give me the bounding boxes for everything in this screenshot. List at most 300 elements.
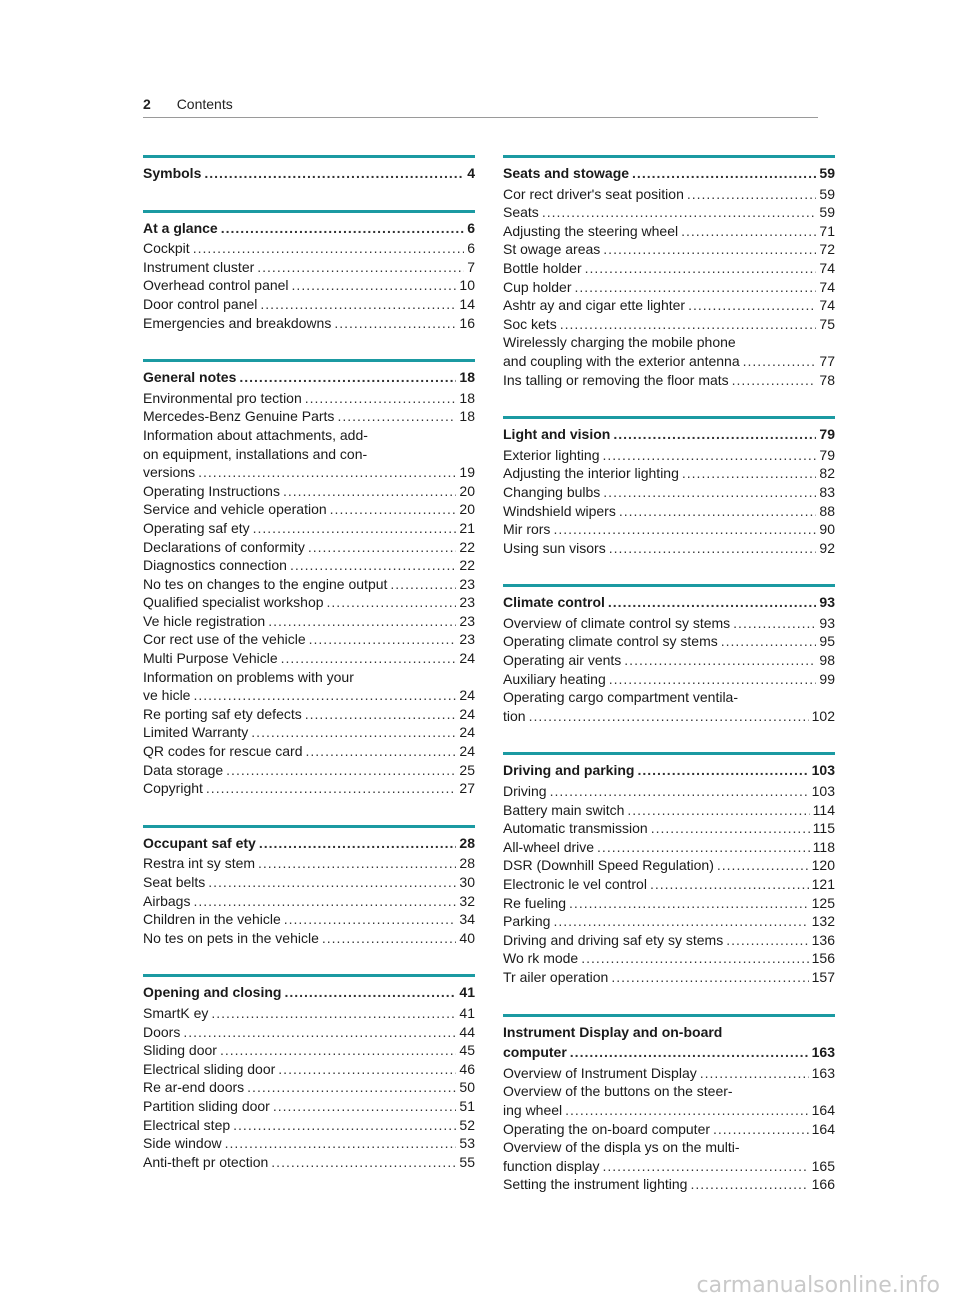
section-title[interactable] (503, 164, 835, 183)
toc-entry-page: 157 (811, 968, 835, 985)
toc-entry[interactable] (503, 614, 835, 633)
section-title-text: Opening and closing (143, 984, 282, 1001)
toc-entry-page: 164 (811, 1101, 835, 1118)
toc-entry[interactable] (503, 446, 835, 465)
toc-entry[interactable] (503, 222, 835, 241)
section-title-text: computer (503, 1044, 567, 1061)
toc-entry-page: 74 (819, 259, 835, 276)
section-divider (503, 752, 835, 755)
entry-text: Instrument Display and on-board (503, 1023, 723, 1040)
toc-entry-page: 53 (459, 1135, 475, 1152)
toc-entry[interactable] (503, 912, 835, 931)
toc-entry[interactable] (143, 314, 475, 333)
section-divider (503, 416, 835, 419)
toc-entry-text: Setting the instrument lighting (503, 1176, 688, 1193)
dot-leader (553, 520, 816, 539)
toc-entry-page: 44 (459, 1023, 475, 1040)
dot-leader (198, 463, 456, 482)
toc-entry-text: Electrical step (143, 1116, 231, 1133)
toc-entry-page: 103 (811, 783, 835, 800)
dot-leader (257, 258, 464, 277)
dot-leader (193, 892, 456, 911)
toc-entry-page: 125 (811, 894, 835, 911)
toc-entry-page: 24 (459, 687, 475, 704)
dot-leader (322, 929, 457, 948)
toc-entry[interactable] (143, 1134, 475, 1153)
toc-entry-page: 156 (811, 950, 835, 967)
toc-entry[interactable] (143, 742, 475, 761)
toc-entry-page: 98 (819, 652, 835, 669)
toc-entry-text: Tr ailer operation (503, 968, 609, 985)
toc-entry-text: Driving and driving saf ety sy stems (503, 931, 724, 948)
watermark: carmanualsonline.info (696, 1273, 940, 1298)
toc-entry[interactable] (143, 482, 475, 501)
dot-leader (308, 538, 457, 557)
toc-entry-text: Ashtr ay and cigar ette lighter (503, 297, 686, 314)
toc-entry-page: 132 (811, 913, 835, 930)
dot-leader (560, 315, 817, 334)
toc-entry[interactable] (503, 371, 835, 390)
dot-leader (309, 630, 457, 649)
toc-entry[interactable] (143, 463, 475, 482)
toc-entry[interactable] (143, 910, 475, 929)
section-title[interactable] (143, 368, 475, 387)
toc-entry-text: Restra int sy stem (143, 855, 256, 872)
entry-text: Information about attachments, add- (143, 426, 368, 443)
toc-entry[interactable] (503, 1101, 835, 1120)
toc-entry[interactable] (503, 894, 835, 913)
toc-entry[interactable] (143, 538, 475, 557)
toc-entry-text: Anti-theft pr otection (143, 1153, 269, 1170)
toc-entry[interactable] (503, 632, 835, 651)
toc-entry-text: Mir rors (503, 521, 551, 538)
toc-entry[interactable] (503, 539, 835, 558)
toc-entry-page: 40 (459, 929, 475, 946)
toc-entry-page: 20 (459, 501, 475, 518)
toc-section (503, 752, 835, 986)
toc-entry[interactable] (503, 240, 835, 259)
dot-leader (609, 670, 817, 689)
toc-entry[interactable] (503, 670, 835, 689)
dot-leader (221, 219, 465, 238)
dot-leader (211, 1004, 456, 1023)
dot-leader (726, 931, 808, 950)
toc-entry[interactable] (503, 968, 835, 987)
toc-entry[interactable] (143, 761, 475, 780)
toc-entry[interactable] (143, 892, 475, 911)
toc-entry-page: 90 (819, 521, 835, 538)
toc-entry[interactable] (143, 389, 475, 408)
dot-leader (253, 519, 457, 538)
toc-entry[interactable] (143, 276, 475, 295)
toc-entry[interactable] (503, 203, 835, 222)
toc-entry-text: Cup holder (503, 278, 572, 295)
dot-leader (721, 632, 817, 651)
toc-entry-page: 71 (819, 222, 835, 239)
toc-entry-text: Seat belts (143, 874, 206, 890)
toc-entry[interactable] (503, 875, 835, 894)
toc-entry-page: 88 (819, 502, 835, 519)
toc-entry[interactable] (503, 949, 835, 968)
toc-entry[interactable] (143, 873, 475, 892)
toc-entry[interactable] (503, 502, 835, 521)
toc-entry-page: 59 (819, 185, 835, 202)
toc-entry-text: Qualified specialist workshop (143, 594, 324, 611)
section-title[interactable] (503, 593, 835, 612)
toc-entry-text: Adjusting the steering wheel (503, 222, 679, 239)
section-title[interactable] (143, 834, 475, 853)
dot-leader (603, 446, 817, 465)
dot-leader (609, 539, 817, 558)
dot-leader (682, 464, 817, 483)
toc-entry-page: 45 (459, 1042, 475, 1059)
toc-entry-text: Sliding door (143, 1042, 217, 1059)
toc-section (143, 210, 475, 333)
toc-entry-text: Re ar-end doors (143, 1079, 245, 1096)
toc-entry[interactable] (503, 352, 835, 371)
toc-entry-page: 24 (459, 724, 475, 741)
dot-leader (330, 500, 457, 519)
toc-entry-text: Airbags (143, 892, 191, 909)
entry-continuation (503, 333, 835, 352)
toc-entry-text: Driving (503, 783, 547, 800)
dot-leader (258, 854, 456, 873)
dot-leader (733, 614, 816, 633)
toc-section (503, 155, 835, 389)
toc-entry-page: 75 (819, 315, 835, 332)
section-title-page: 93 (819, 594, 835, 611)
toc-entry-text: Exterior lighting (503, 446, 600, 463)
toc-entry[interactable] (143, 929, 475, 948)
dot-leader (292, 276, 457, 295)
toc-entry[interactable] (143, 258, 475, 277)
dot-leader (284, 983, 456, 1002)
toc-entry[interactable] (143, 612, 475, 631)
section-title-page: 41 (459, 984, 475, 1001)
dot-leader (650, 875, 809, 894)
toc-entry[interactable] (143, 1004, 475, 1023)
toc-entry-page: 21 (459, 519, 475, 536)
toc-entry-page: 19 (459, 464, 475, 481)
toc-entry-page: 18 (459, 408, 475, 425)
toc-section (143, 974, 475, 1171)
toc-entry-page: 74 (819, 297, 835, 314)
toc-entry-page: 115 (812, 820, 835, 837)
toc-entry-text: Battery main switch (503, 801, 625, 818)
dot-leader (687, 185, 817, 204)
dot-leader (565, 1101, 808, 1120)
toc-entry-page: 18 (459, 389, 475, 406)
toc-entry-page: 163 (811, 1064, 835, 1081)
toc-entry-page: 10 (459, 277, 475, 294)
dot-leader (327, 593, 457, 612)
toc-entry[interactable] (143, 1153, 475, 1172)
toc-entry[interactable] (503, 259, 835, 278)
toc-entry-page: 95 (819, 633, 835, 650)
dot-leader (206, 779, 457, 798)
toc-entry[interactable] (503, 278, 835, 297)
toc-entry-text: Cockpit (143, 240, 190, 257)
toc-entry-page: 72 (819, 241, 835, 258)
toc-entry[interactable] (503, 819, 835, 838)
toc-entry-text: No tes on pets in the vehicle (143, 929, 319, 946)
dot-leader (239, 368, 456, 387)
section-title-text: Light and vision (503, 426, 611, 443)
toc-entry-text: Auxiliary heating (503, 670, 606, 687)
toc-entry-page: 83 (819, 483, 835, 500)
toc-entry[interactable] (143, 1023, 475, 1042)
toc-entry[interactable] (503, 1064, 835, 1083)
dot-leader (226, 761, 456, 780)
entry-text: Overview of the buttons on the steer- (503, 1083, 733, 1100)
toc-entry-page: 22 (459, 557, 475, 574)
toc-section (143, 155, 475, 183)
dot-leader (225, 1134, 457, 1153)
toc-entry-page: 118 (812, 838, 835, 855)
dot-leader (651, 819, 810, 838)
toc-section (503, 416, 835, 557)
toc-entry-page: 99 (819, 670, 835, 687)
toc-entry[interactable] (503, 838, 835, 857)
toc-entry-page: 136 (811, 931, 835, 948)
toc-entry-page: 78 (819, 371, 835, 388)
toc-entry[interactable] (143, 630, 475, 649)
toc-entry-text: ing wheel (503, 1101, 563, 1118)
toc-entry-text: Ins talling or removing the floor mats (503, 371, 729, 388)
dot-leader (284, 910, 457, 929)
toc-entry[interactable] (503, 185, 835, 204)
toc-entry-page: 77 (819, 352, 835, 369)
entry-continuation (143, 668, 475, 687)
dot-leader (619, 502, 817, 521)
toc-entry-text: Operating air vents (503, 652, 622, 669)
toc-entry-page: 52 (459, 1116, 475, 1133)
toc-entry[interactable] (503, 782, 835, 801)
dot-leader (603, 1157, 809, 1176)
toc-entry-page: 55 (459, 1153, 475, 1170)
dot-leader (603, 483, 816, 502)
toc-entry[interactable] (503, 1175, 835, 1194)
section-title[interactable] (143, 164, 475, 183)
dot-leader (597, 838, 810, 857)
dot-leader (690, 1175, 808, 1194)
toc-entry-text: Environmental pro tection (143, 389, 302, 406)
dot-leader (569, 894, 809, 913)
toc-entry-page: 23 (459, 631, 475, 648)
toc-entry-page: 23 (459, 575, 475, 592)
section-title-text: Occupant saf ety (143, 834, 256, 851)
toc-entry-text: Re fueling (503, 894, 567, 911)
dot-leader (613, 425, 816, 444)
toc-entry-text: Overview of Instrument Display (503, 1064, 697, 1081)
toc-entry[interactable] (503, 931, 835, 950)
toc-entry-text: SmartK ey (143, 1004, 209, 1021)
page-header (143, 96, 233, 112)
section-title-page: 79 (819, 426, 835, 443)
toc-entry[interactable] (143, 407, 475, 426)
dot-leader (624, 651, 816, 670)
toc-entry[interactable] (143, 1078, 475, 1097)
section-divider (143, 210, 475, 213)
toc-entry[interactable] (503, 1120, 835, 1139)
toc-entry-text: Operating the on-board computer (503, 1120, 711, 1137)
toc-entry-page: 102 (811, 707, 835, 724)
toc-entry-text: St owage areas (503, 241, 601, 258)
section-divider (143, 359, 475, 362)
section-title[interactable] (143, 219, 475, 238)
toc-entry-page: 24 (459, 743, 475, 760)
toc-column-right (503, 155, 835, 1221)
toc-entry[interactable] (143, 519, 475, 538)
toc-entry[interactable] (503, 520, 835, 539)
toc-entry[interactable] (143, 854, 475, 873)
toc-entry-page: 114 (812, 801, 835, 818)
toc-entry-text: Emergencies and breakdowns (143, 314, 332, 331)
toc-entry-text: Windshield wipers (503, 502, 616, 519)
toc-entry[interactable] (503, 315, 835, 334)
toc-entry[interactable] (143, 295, 475, 314)
toc-entry[interactable] (143, 575, 475, 594)
dot-leader (306, 742, 457, 761)
toc-entry-page: 51 (459, 1097, 475, 1114)
toc-entry-text: Operating climate control sy stems (503, 633, 718, 650)
section-divider (503, 155, 835, 158)
dot-leader (713, 1120, 809, 1139)
toc-entry[interactable] (143, 705, 475, 724)
page-title: Contents (176, 96, 233, 112)
section-title[interactable] (143, 983, 475, 1002)
toc-entry-text: Electronic le vel control (503, 876, 647, 892)
toc-entry[interactable] (143, 556, 475, 575)
dot-leader (260, 295, 456, 314)
section-title-page: 163 (811, 1044, 835, 1061)
toc-entry-page: 20 (459, 482, 475, 499)
toc-entry-text: ve hicle (143, 687, 191, 704)
toc-entry-text: Overview of climate control sy stems (503, 614, 731, 631)
dot-leader (542, 203, 817, 222)
toc-entry[interactable] (143, 649, 475, 668)
section-divider (503, 1014, 835, 1017)
section-title[interactable] (503, 1043, 835, 1062)
toc-entry-text: Cor rect driver's seat position (503, 185, 684, 202)
toc-entry[interactable] (143, 1060, 475, 1079)
toc-entry-page: 30 (459, 874, 475, 890)
toc-entry-page: 23 (459, 594, 475, 611)
toc-entry[interactable] (143, 500, 475, 519)
dot-leader (208, 873, 456, 892)
toc-entry-text: All-wheel drive (503, 838, 595, 855)
dot-leader (305, 705, 457, 724)
dot-leader (290, 556, 456, 575)
entry-continuation (503, 688, 835, 707)
toc-entry-text: Soc kets (503, 315, 557, 332)
entry-continuation (503, 1082, 835, 1101)
toc-entry-page: 93 (819, 614, 835, 631)
section-divider (143, 155, 475, 158)
dot-leader (268, 612, 456, 631)
dot-leader (550, 782, 809, 801)
dot-leader (529, 707, 809, 726)
section-title-text: Driving and parking (503, 762, 635, 779)
toc-entry-text: and coupling with the exterior antenna (503, 352, 740, 369)
toc-entry[interactable] (143, 593, 475, 612)
toc-entry[interactable] (503, 856, 835, 875)
section-title[interactable] (503, 425, 835, 444)
dot-leader (283, 482, 456, 501)
dot-leader (700, 1064, 809, 1083)
dot-leader (271, 1153, 456, 1172)
toc-entry-page: 59 (819, 204, 835, 221)
entry-continuation (143, 426, 475, 445)
toc-entry-text: tion (503, 707, 526, 724)
toc-entry-text: Operating Instructions (143, 482, 280, 499)
dot-leader (603, 240, 816, 259)
toc-entry-text: Electrical sliding door (143, 1060, 276, 1077)
toc-entry[interactable] (143, 686, 475, 705)
dot-leader (637, 761, 808, 780)
toc-entry-text: Adjusting the interior lighting (503, 465, 679, 482)
entry-text: Operating cargo compartment ventila- (503, 689, 738, 706)
entry-continuation (503, 1138, 835, 1157)
toc-entry[interactable] (503, 464, 835, 483)
toc-entry-page: 166 (811, 1176, 835, 1193)
toc-entry[interactable] (143, 1041, 475, 1060)
toc-entry[interactable] (143, 239, 475, 258)
toc-entry-text: Children in the vehicle (143, 911, 281, 928)
dot-leader (247, 1078, 456, 1097)
toc-entry[interactable] (503, 296, 835, 315)
toc-entry[interactable] (143, 723, 475, 742)
dot-leader (732, 371, 817, 390)
section-title-page: 6 (467, 219, 475, 236)
toc-entry-text: Using sun visors (503, 539, 606, 556)
section-title-line (503, 1023, 835, 1042)
dot-leader (581, 949, 808, 968)
dot-leader (193, 686, 456, 705)
dot-leader (632, 164, 816, 183)
section-title-text: Climate control (503, 594, 605, 611)
section-title-page: 18 (459, 369, 475, 386)
dot-leader (627, 801, 809, 820)
toc-entry-page: 164 (811, 1120, 835, 1137)
toc-entry[interactable] (143, 1097, 475, 1116)
toc-entry[interactable] (503, 801, 835, 820)
toc-entry-page: 24 (459, 650, 475, 667)
toc-entry-page: 34 (459, 911, 475, 928)
section-title-page: 59 (819, 165, 835, 181)
toc-entry-page: 6 (467, 240, 475, 257)
toc-entry-text: Declarations of conformity (143, 538, 305, 555)
toc-entry[interactable] (503, 651, 835, 670)
toc-entry-text: Automatic transmission (503, 820, 648, 837)
section-title[interactable] (503, 761, 835, 780)
toc-entry[interactable] (143, 1116, 475, 1135)
toc-entry-page: 82 (819, 465, 835, 482)
toc-entry[interactable] (143, 779, 475, 798)
toc-entry[interactable] (503, 483, 835, 502)
toc-entry-text: Re porting saf ety defects (143, 705, 302, 722)
toc-entry-text: Copyright (143, 780, 203, 797)
dot-leader (204, 164, 464, 183)
dot-leader (259, 834, 457, 853)
toc-entry-text: Ve hicle registration (143, 612, 266, 629)
section-title-text: Seats and stowage (503, 165, 630, 181)
toc-entry[interactable] (503, 1157, 835, 1176)
toc-entry[interactable] (503, 707, 835, 726)
toc-section (143, 359, 475, 798)
toc-entry-page: 28 (459, 855, 475, 872)
toc-entry-text: Cor rect use of the vehicle (143, 631, 306, 648)
